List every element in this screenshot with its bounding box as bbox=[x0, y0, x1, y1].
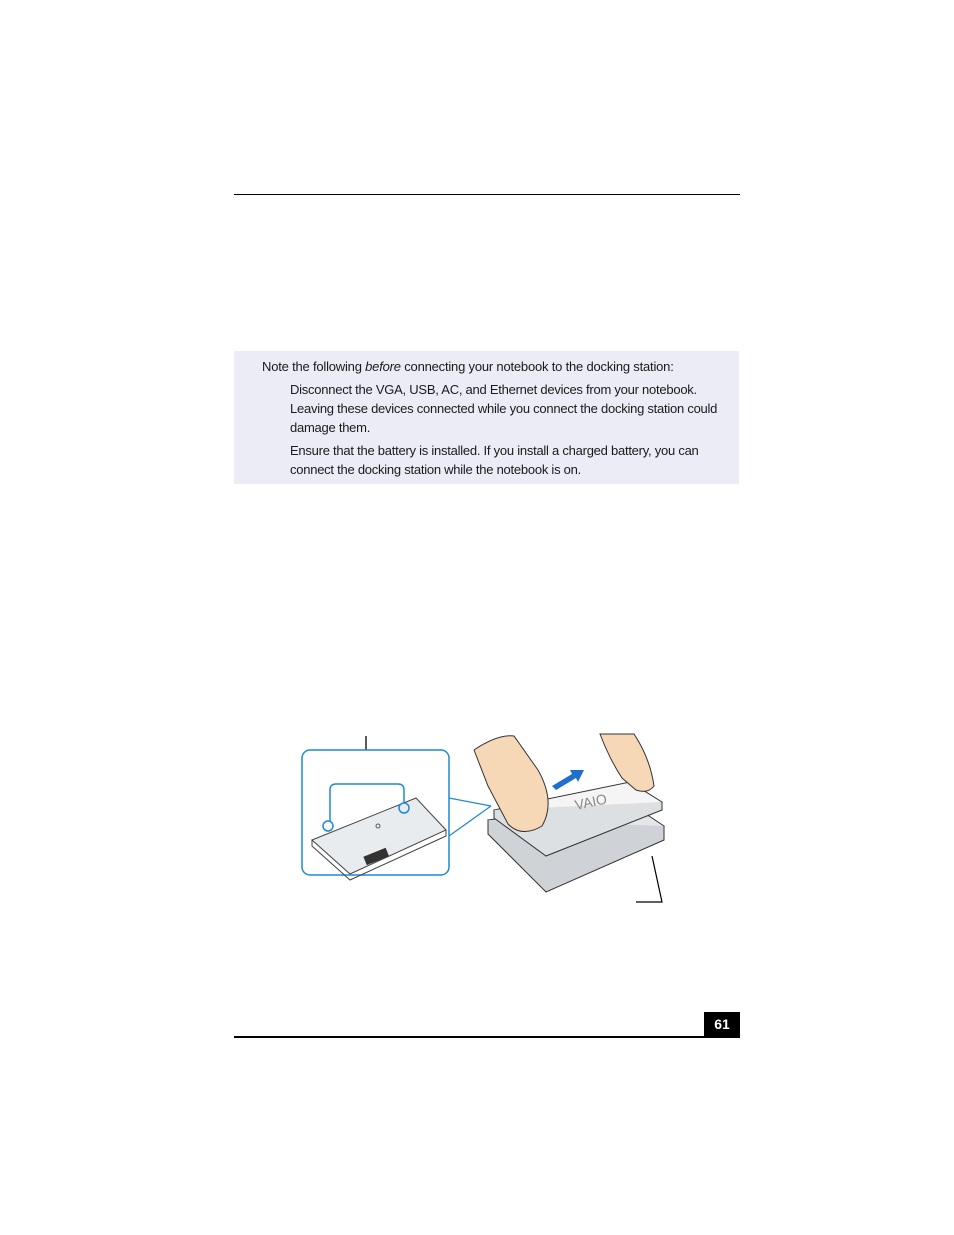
note-intro-text-end: connecting your notebook to the docking station: bbox=[400, 359, 674, 374]
note-intro bbox=[262, 357, 674, 376]
note-intro-emphasis: before bbox=[365, 359, 401, 374]
note-item-battery: Ensure that the battery is installed. If you install a charged battery, you can connect the docking station while the notebook is on. bbox=[290, 443, 699, 477]
svg-text:VAIO: VAIO bbox=[573, 790, 609, 813]
note-intro-text: Note the following bbox=[262, 359, 366, 374]
docking-illustration bbox=[298, 730, 678, 910]
footer-rule bbox=[234, 1036, 740, 1038]
note-item-disconnect: Disconnect the VGA, USB, AC, and Ethernet devices from your notebook. Leaving these devices connected while you connect the docking station could damage them. bbox=[290, 382, 718, 435]
header-rule bbox=[234, 194, 740, 195]
page-number: 61 bbox=[704, 1012, 740, 1036]
note-box bbox=[234, 351, 739, 484]
